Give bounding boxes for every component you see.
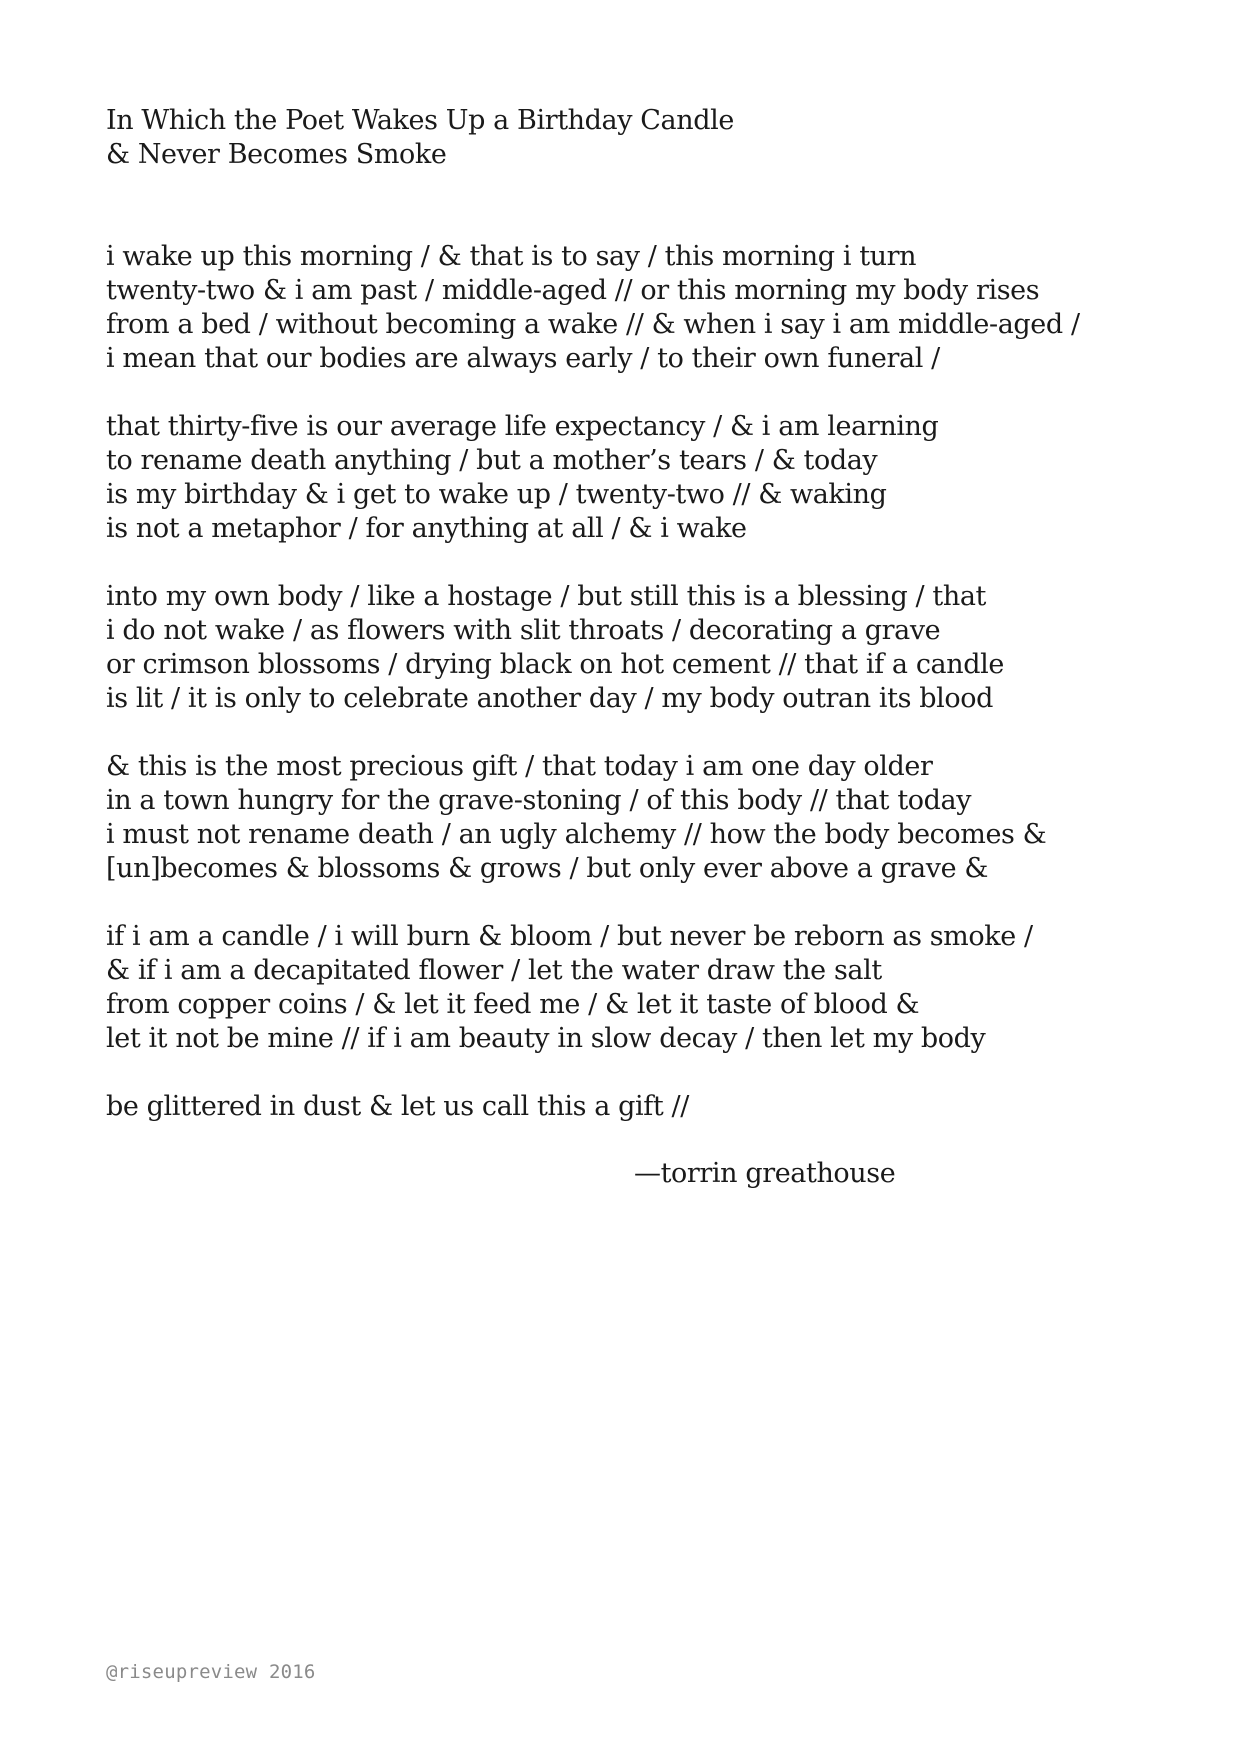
poem-line: be glittered in dust & let us call this a gift //	[106, 1091, 689, 1122]
poem-line: [un]becomes & blossoms & grows / but only ever above a grave &	[106, 853, 988, 884]
poem-line: twenty-two & i am past / middle-aged // or this morning my body rises	[106, 275, 1040, 306]
copyright-footer: @riseupreview 2016	[106, 1661, 316, 1683]
poem-line: in a town hungry for the grave-stoning / of this body // that today	[106, 785, 972, 816]
poem-line: from copper coins / & let it feed me / & let it taste of blood &	[106, 989, 920, 1020]
title-line-1: In Which the Poet Wakes Up a Birthday Candle	[106, 105, 734, 136]
stanza-3	[106, 580, 1186, 716]
stanza-4	[106, 750, 1186, 886]
stanza-1	[106, 240, 1186, 376]
poem-line: is my birthday & i get to wake up / twenty-two // & waking	[106, 479, 887, 510]
stanza-5	[106, 920, 1186, 1056]
poem-line: from a bed / without becoming a wake // & when i say i am middle-aged /	[106, 309, 1080, 340]
poem-line: i must not rename death / an ugly alchemy // how the body becomes &	[106, 819, 1047, 850]
poem-line: if i am a candle / i will burn & bloom / but never be reborn as smoke /	[106, 921, 1033, 952]
poem-line: is not a metaphor / for anything at all / & i wake	[106, 513, 747, 544]
poem-line: let it not be mine // if i am beauty in slow decay / then let my body	[106, 1023, 986, 1054]
poem-line: i mean that our bodies are always early / to their own funeral /	[106, 343, 940, 374]
poem-line: or crimson blossoms / drying black on hot cement // that if a candle	[106, 649, 1004, 680]
poem-line: is lit / it is only to celebrate another day / my body outran its blood	[106, 683, 993, 714]
stanza-2	[106, 410, 1186, 546]
poem-line: to rename death anything / but a mother’s tears / & today	[106, 445, 878, 476]
poem-line: & this is the most precious gift / that today i am one day older	[106, 751, 933, 782]
poem-line: i wake up this morning / & that is to say / this morning i turn	[106, 241, 917, 272]
poem-body	[106, 240, 1186, 1158]
poem-title	[106, 104, 734, 172]
title-line-2: & Never Becomes Smoke	[106, 139, 447, 170]
poem-line: i do not wake / as flowers with slit throats / decorating a grave	[106, 615, 941, 646]
poem-line: & if i am a decapitated flower / let the water draw the salt	[106, 955, 882, 986]
author-signature: —torrin greathouse	[634, 1158, 896, 1189]
poem-line: into my own body / like a hostage / but still this is a blessing / that	[106, 581, 987, 612]
poem-line: that thirty-five is our average life expectancy / & i am learning	[106, 411, 939, 442]
stanza-6	[106, 1090, 1186, 1124]
